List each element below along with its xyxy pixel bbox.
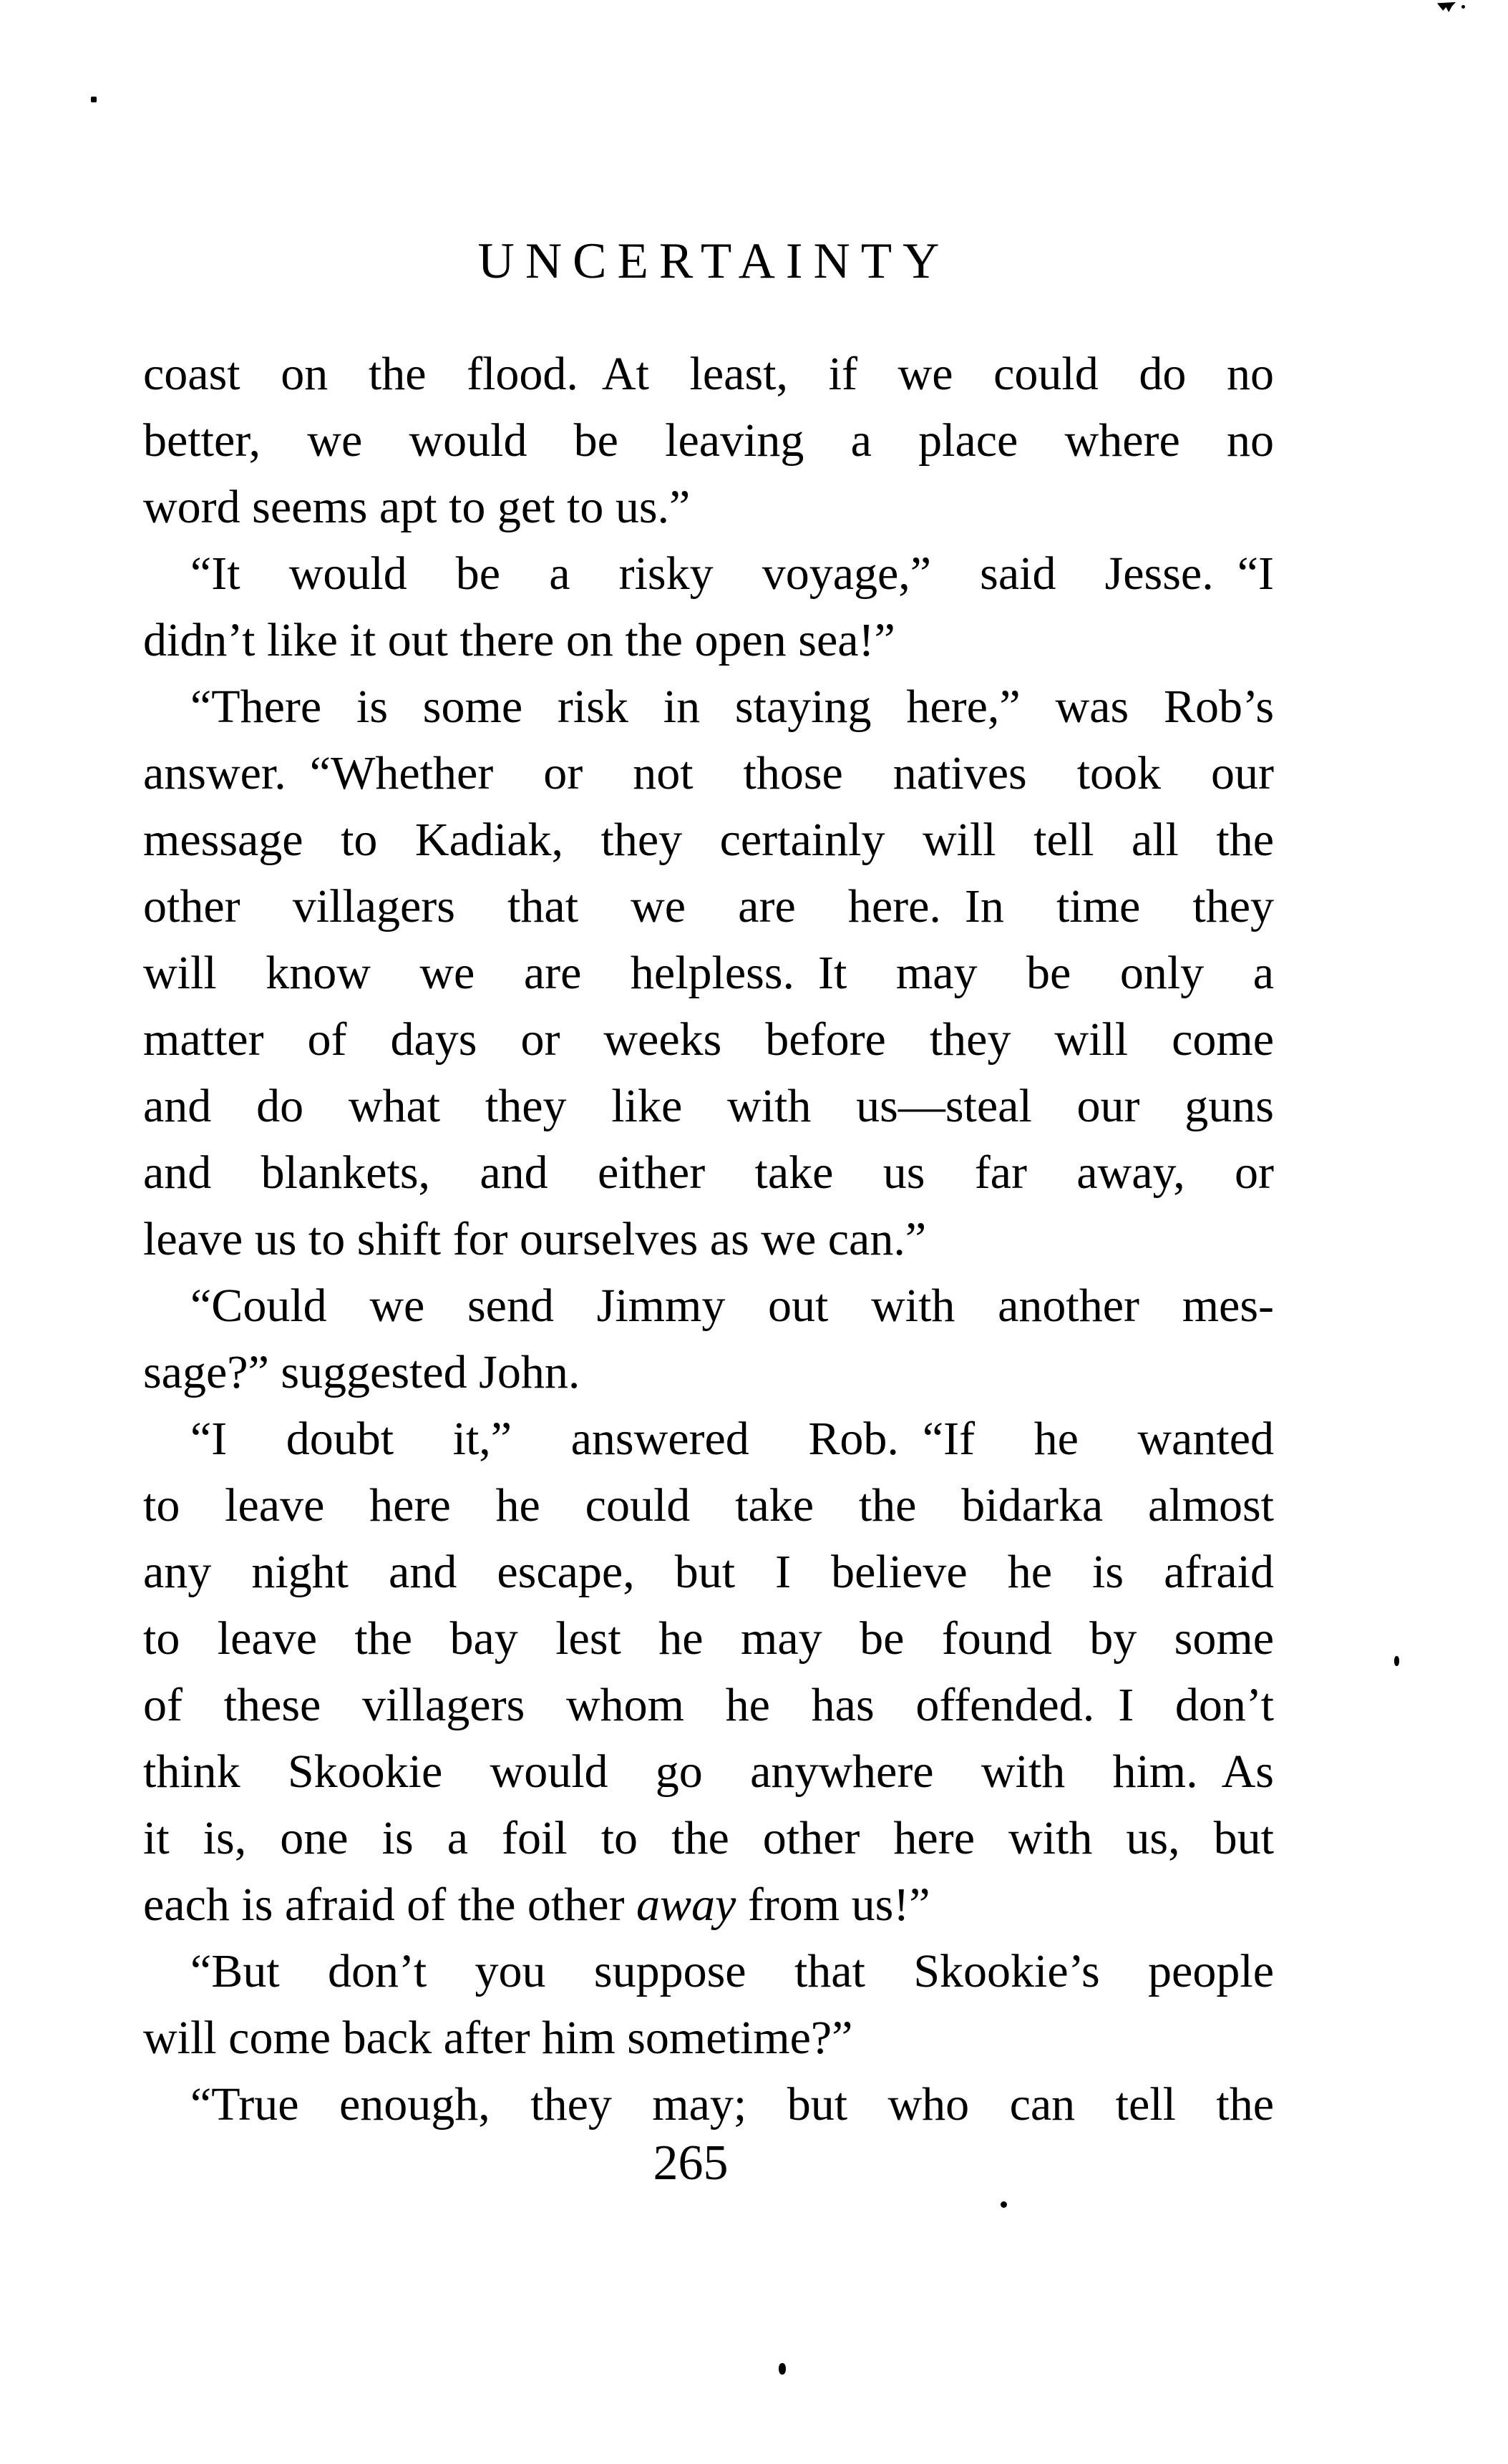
italic-word: away	[636, 1879, 736, 1931]
text-segment: from us!”	[736, 1879, 930, 1931]
text-line	[143, 1539, 1274, 1605]
text-segment: “Could we send Jimmy out with another mes-	[190, 1280, 1274, 1332]
text-line	[143, 807, 1274, 873]
text-segment: to leave here he could take the bidarka almost	[143, 1479, 1274, 1532]
text-segment: matter of days or weeks before they will come	[143, 1013, 1274, 1066]
text-segment: other villagers that we are here. In time they	[143, 880, 1274, 932]
text-block	[143, 341, 1274, 2138]
text-segment: word seems apt to get to us.”	[143, 481, 691, 533]
text-line	[143, 1938, 1274, 2005]
text-line	[143, 1805, 1274, 1871]
text-segment: leave us to shift for ourselves as we can.”	[143, 1213, 927, 1265]
text-segment: didn’t like it out there on the open sea!”	[143, 614, 895, 666]
text-line	[143, 607, 1274, 673]
chapter-title: UNCERTAINTY	[477, 233, 950, 289]
text-line	[143, 1672, 1274, 1738]
text-line	[143, 2071, 1274, 2138]
ink-speck	[1001, 2201, 1007, 2208]
text-line	[143, 1339, 1274, 1406]
text-line	[143, 1073, 1274, 1139]
text-line	[143, 873, 1274, 940]
text-line	[143, 1406, 1274, 1472]
ink-speck	[779, 2363, 786, 2375]
ink-blot	[1437, 2, 1456, 12]
text-line	[143, 1006, 1274, 1073]
text-segment: answer. “Whether or not those natives took our	[143, 747, 1274, 799]
text-segment: of these villagers whom he has offended. I don’t	[143, 1679, 1274, 1731]
text-line	[143, 940, 1274, 1006]
text-line	[143, 1272, 1274, 1339]
text-line	[143, 1605, 1274, 1672]
ink-speck	[1394, 1656, 1399, 1666]
text-line	[143, 1871, 1274, 1938]
text-segment: will come back after him sometime?”	[143, 2012, 853, 2064]
text-segment: think Skookie would go anywhere with him. As	[143, 1745, 1274, 1798]
text-line	[143, 1206, 1274, 1272]
text-line	[143, 740, 1274, 807]
text-segment: “True enough, they may; but who can tell the	[190, 2078, 1274, 2131]
text-segment: to leave the bay lest he may be found by some	[143, 1612, 1274, 1665]
text-line	[143, 407, 1274, 474]
text-segment: sage?” suggested John.	[143, 1346, 580, 1398]
text-segment: “There is some risk in staying here,” was Rob’s	[190, 681, 1274, 733]
text-line	[143, 1139, 1274, 1206]
text-line	[143, 673, 1274, 740]
ink-speck	[91, 97, 97, 102]
text-line	[143, 540, 1274, 607]
text-segment: each is afraid of the other	[143, 1879, 637, 1931]
text-segment: “It would be a risky voyage,” said Jesse. “I	[190, 547, 1274, 600]
text-line	[143, 341, 1274, 407]
page-number: 265	[653, 2136, 729, 2191]
ink-speck	[1461, 5, 1465, 9]
text-line	[143, 1472, 1274, 1539]
text-line	[143, 1738, 1274, 1805]
text-segment: it is, one is a foil to the other here with us, but	[143, 1812, 1274, 1864]
text-segment: message to Kadiak, they certainly will tell all the	[143, 814, 1274, 866]
text-segment: coast on the flood. At least, if we could do no	[143, 348, 1274, 400]
text-segment: and do what they like with us—steal our guns	[143, 1080, 1274, 1132]
text-segment: “I doubt it,” answered Rob. “If he wanted	[190, 1413, 1274, 1465]
text-segment: better, we would be leaving a place where no	[143, 414, 1274, 467]
text-segment: will know we are helpless. It may be only a	[143, 947, 1274, 999]
text-segment: and blankets, and either take us far away, or	[143, 1146, 1274, 1199]
text-line	[143, 474, 1274, 540]
text-line	[143, 2005, 1274, 2071]
text-segment: any night and escape, but I believe he is afraid	[143, 1546, 1274, 1598]
text-segment: “But don’t you suppose that Skookie’s people	[190, 1945, 1274, 1997]
